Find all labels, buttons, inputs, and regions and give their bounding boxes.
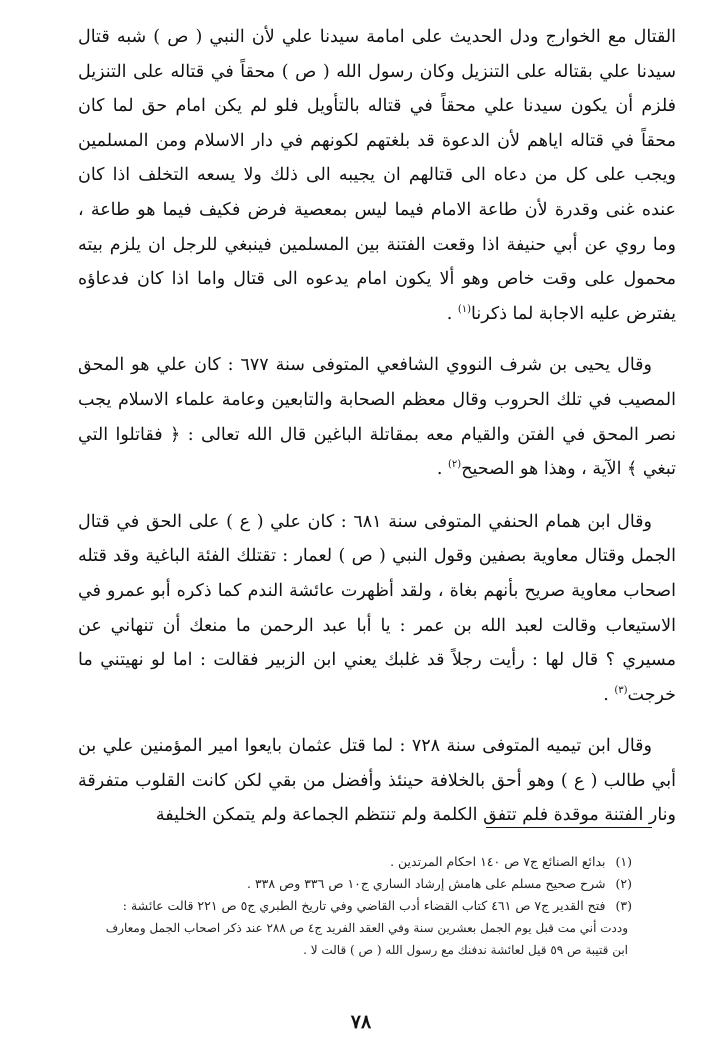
footnote-1-text: بدائع الصنائع ج٧ ص ١٤٠ احكام المرتدين .	[390, 854, 606, 869]
footnote-2-text: شرح صحيح مسلم على هامش إرشاد الساري ج١٠ ص ٣٣٦ وص ٣٣٨ .	[247, 876, 606, 891]
paragraph-2-text: وقال يحيى بن شرف النووي الشافعي المتوفى سنة ٦٧٧ : كان علي هو المحق المصيب في تلك الحروب وقال معظم الصحابة والتابعين وعامة علماء الاسلام يجب نصر المحق في الفتن والقيام معه بمقاتلة الباغين قال الله تعالى : ﴿ فقاتلوا التي تبغي ﴾ الآية ، وهذا هو الصحيح	[78, 355, 676, 480]
footnote-3-text: فتح القدير ج٧ ص ٤٦١ كتاب القضاء أدب القاضي وفي تاريخ الطبري ج٥ ص ٢٢١ قالت عائشة :	[122, 898, 606, 913]
footnote-1	[92, 851, 632, 873]
paragraph-2-tail: .	[436, 459, 449, 480]
paragraph-1-tail: .	[446, 303, 458, 324]
page-body	[78, 20, 676, 833]
page-number: ٧٨	[350, 1011, 372, 1033]
paragraph-2	[78, 348, 676, 486]
footnote-ref-2: (٢)	[448, 459, 462, 471]
paragraph-1	[78, 20, 676, 331]
paragraph-3-text: وقال ابن همام الحنفي المتوفى سنة ٦٨١ : كان علي ( ع ) على الحق في قتال الجمل وقتال معاوية بصفين وقول النبي ( ص ) لعمار : تقتلك الفئة الباغية وقد قتله اصحاب معاوية صريح بأنهم بغاة ، ولقد أظهرت عائشة الندم كما ذكره أبو عمرو في الاستيعاب وقالت لعبد الله بن عمر : يا أبا عبد الرحمن ما منعك أن تنهاني عن مسيري ؟ قال لها : رأيت رجلاً قد غلبك يعني ابن الزبير فقالت : اما لو نهيتني ما خرجت	[78, 511, 676, 705]
footnote-3-continuation-line-1: وددت أني مت قبل يوم الجمل بعشرين سنة وفي العقد الفريد ج٤ ص ٢٨٨ عند ذكر اصحاب الجمل ومعارف	[105, 921, 628, 935]
footnote-2	[92, 873, 632, 895]
footnote-3	[92, 895, 632, 917]
footnote-1-number: (١)	[615, 854, 632, 869]
paragraph-3	[78, 505, 676, 713]
footnote-ref-1: (١)	[457, 303, 472, 315]
footnote-3-continuation-line-2: ابن قتيبة ص ٥٩ قيل لعائشة ندفنك مع رسول الله ( ص ) قالت لا .	[303, 943, 628, 957]
paragraph-4	[78, 729, 676, 833]
paragraph-4-text: وقال ابن تيميه المتوفى سنة ٧٢٨ : لما قتل عثمان بايعوا امير المؤمنين علي بن أبي طالب ( ع ) وهو أحق بالخلافة حينئذ وأفضل من بقي لكن كانت القلوب متفرقة ونار الفتنة موقدة فلم تتفق الكلمة ولم تنتظم الجماعة ولم يتمكن الخليفة	[78, 736, 676, 826]
footnote-3-number: (٣)	[615, 898, 632, 913]
footnotes	[92, 851, 632, 961]
paragraph-1-text: القتال مع الخوارج ودل الحديث على امامة سيدنا علي لأن النبي ( ص ) شبه قتال سيدنا علي بقتاله على التنزيل وكان رسول الله ( ص ) محقاً في قتاله على التنزيل فلزم أن يكون سيدنا علي محقاً في قتاله بالتأويل فلو لم يكن امام حق لما كان محقاً في قتاله اياهم لأن الدعوة قد بلغتهم لكونهم في دار الاسلام ومن المسلمين ويجب على كل من دعاه الى قتالهم ان يجيبه الى ذلك ولا يسعه التخلف اذا كان عنده غنى وقدرة لأن طاعة الامام فيما ليس بمعصية فرض فكيف فيما هو طاعة ، وما روي عن أبي حنيفة اذا وقعت الفتنة بين المسلمين فينبغي للرجل ان يلزم بيته محمول على وقت خاص وهو ألا يكون امام يدعوه الى قتال واما اذا كان فدعاؤه يفترض عليه الاجابة لما ذكرنا	[78, 27, 676, 324]
paragraph-3-tail: .	[603, 684, 615, 705]
footnote-divider	[486, 827, 652, 828]
footnote-ref-3: (٣)	[614, 684, 628, 696]
footnote-2-number: (٢)	[615, 876, 632, 891]
